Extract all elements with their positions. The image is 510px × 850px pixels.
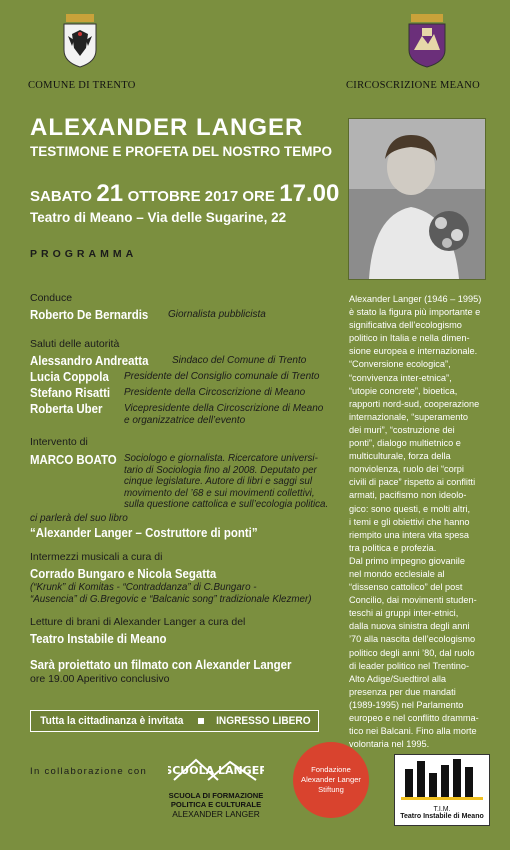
- comune-trento-crest: [60, 14, 100, 73]
- bio-line: ’70 alla nascita dell’ecologismo: [349, 634, 476, 645]
- bio-line: “convivenza inter-etnica”,: [349, 372, 452, 383]
- bio-line: gico: sono questi, e molti altri,: [349, 503, 471, 514]
- aperitivo-note: ore 19.00 Aperitivo conclusivo: [30, 673, 170, 685]
- bio-line: Dal primo impegno giovanile: [349, 555, 465, 566]
- scuola-langer-wordmark: SCUOLA LANGER: [168, 764, 264, 777]
- speaker-name: MARCO BOATO: [30, 452, 117, 467]
- bio-line: sione europea e internazionale.: [349, 346, 478, 357]
- letture-name: Teatro Instabile di Meano: [30, 631, 167, 646]
- scuola-line-3: ALEXANDER LANGER: [172, 809, 260, 819]
- bio-line: dalla nuova sinistra degli anni: [349, 621, 470, 632]
- letture-label: Letture di brani di Alexander Langer a cura del: [30, 616, 246, 628]
- person-name: Stefano Risatti: [30, 385, 111, 400]
- desc-line: tario di Sociologia fino al 2008. Deputato per: [124, 464, 317, 476]
- saluti-label: Saluti delle autorità: [30, 338, 120, 350]
- person-role: Presidente della Circoscrizione di Meano: [124, 387, 306, 398]
- bio-line: armati, pacifismo non ideolo-: [349, 490, 467, 501]
- saluti-person: [30, 400, 112, 418]
- bio-line: Alto Adige/Suedtirol alla: [349, 673, 447, 684]
- fondazione-line: Stiftung: [318, 785, 344, 794]
- bio-line: dei muri”, “costruzione dei: [349, 424, 455, 435]
- musicians-names: Corrado Bungaro e Nicola Segatta: [30, 566, 217, 581]
- speaker-description: [124, 453, 328, 511]
- conduce-role: Giornalista pubblicista: [168, 309, 266, 320]
- bio-line: civili di pace” rispetto ai conflitti: [349, 477, 476, 488]
- bio-line: teschi ai gruppi inter-etnici,: [349, 608, 459, 619]
- event-title: ALEXANDER LANGER: [30, 114, 304, 141]
- conduce-row: [30, 306, 164, 324]
- intervento-label: Intervento di: [30, 436, 88, 448]
- bio-line: europeo e nel conflitto dramma-: [349, 713, 479, 723]
- bio-line: tico nei Balcani. Fino alla morte: [349, 726, 477, 737]
- intervento-speaker: [30, 451, 128, 469]
- desc-line: cinque legislature. Autore di libri e saggi sul: [124, 476, 313, 487]
- scuola-line-2: POLITICA E CULTURALE: [170, 800, 262, 809]
- bio-line: internazionale, “superamento: [349, 411, 468, 422]
- alexander-langer-photo: [348, 118, 486, 280]
- date-month-year: OTTOBRE 2017 ORE: [127, 188, 275, 205]
- letture-row: [30, 630, 185, 648]
- person-role: Vicepresidente della Circoscrizione di Meano: [124, 403, 324, 414]
- bio-line: “utopie concrete”, bioetica,: [349, 385, 458, 396]
- langer-biography: [349, 293, 504, 751]
- event-subtitle: TESTIMONE E PROFETA DEL NOSTRO TEMPO: [30, 144, 333, 159]
- scuola-langer-logo: [168, 756, 264, 819]
- person-role-continued: e organizzatrice dell’evento: [124, 415, 246, 426]
- bio-line: “dissenso cattolico” del post: [349, 582, 463, 593]
- intermezzi-row: [30, 565, 242, 583]
- bio-line: significativa dell’ecologismo: [349, 320, 462, 331]
- fondazione-langer-logo: [293, 742, 369, 818]
- fondazione-line: Fondazione: [311, 765, 351, 774]
- bio-line: di leader politico nel Trentino-: [349, 660, 470, 671]
- comune-trento-label: COMUNE DI TRENTO: [28, 80, 136, 91]
- bio-line: multiculturale, forza della: [349, 451, 451, 462]
- event-venue: Teatro di Meano – Via delle Sugarine, 22: [30, 210, 287, 225]
- circoscrizione-meano-crest: [406, 14, 448, 73]
- bio-line: “Conversione ecologica”,: [349, 359, 451, 370]
- tim-logo: [394, 754, 490, 826]
- bio-line: volontaria nel 1995.: [349, 739, 430, 750]
- person-role: Sindaco del Comune di Trento: [172, 355, 307, 366]
- person-name: Lucia Coppola: [30, 369, 109, 384]
- bio-line: politico degli anni ’80, dal ruolo: [349, 647, 475, 658]
- film-announcement: Sarà proiettato un filmato con Alexander Langer: [30, 657, 292, 672]
- tim-short: T.I.M.: [433, 806, 451, 813]
- book-title: “Alexander Langer – Costruttore di ponti”: [30, 525, 258, 540]
- bio-line: Concilio, dai movimenti studen-: [349, 595, 477, 606]
- conduce-label: Conduce: [30, 292, 73, 304]
- square-bullet-icon: [198, 718, 204, 724]
- film-row: [30, 656, 327, 674]
- free-entry-banner: [30, 710, 319, 732]
- fondazione-line: Alexander Langer: [301, 775, 361, 784]
- programma-heading: PROGRAMMA: [30, 248, 138, 260]
- music-line: (“Krunk” di Komitas - “Contraddanza” di C.Bungaro -: [30, 582, 257, 593]
- musical-program: [30, 582, 312, 605]
- book-intro: ci parlerà del suo libro: [30, 513, 128, 524]
- circoscrizione-meano-label: CIRCOSCRIZIONE MEANO: [346, 80, 481, 91]
- date-time: 17.00: [279, 180, 340, 207]
- bio-line: tra politica e profezia.: [349, 542, 437, 553]
- bio-line: ponti”, dialogo multietnico e: [349, 438, 461, 449]
- person-name: Alessandro Andreatta: [30, 353, 149, 368]
- bio-line: politico in Italia e nella dimen-: [349, 333, 470, 344]
- desc-line: Sociologo e giornalista. Ricercatore universi-: [124, 453, 318, 464]
- collaboration-label: In collaborazione con: [30, 766, 148, 777]
- date-day: 21: [96, 180, 124, 207]
- bio-line: Alexander Langer (1946 – 1995): [349, 294, 482, 304]
- scuola-langer-logo-graphic: [168, 756, 264, 782]
- desc-line: movimento del ’68 e sui movimenti collettivi,: [124, 487, 315, 499]
- date-day-of-week: SABATO: [30, 188, 92, 205]
- bio-line: nel mondo ecclesiale al: [349, 568, 445, 579]
- bio-line: i temi e gli obiettivi che hanno: [349, 516, 470, 527]
- scuola-line-1: SCUOLA DI FORMAZIONE: [168, 791, 264, 800]
- bio-line: è stato la figura più importante e: [349, 307, 481, 318]
- person-role: Presidente del Consiglio comunale di Trento: [124, 371, 320, 382]
- book-title-row: [30, 524, 289, 542]
- bio-line: rapporti nord-sud, cooperazione: [349, 398, 480, 409]
- conduce-name: Roberto De Bernardis: [30, 307, 149, 322]
- bio-line: riempito una intera vita spesa: [349, 529, 470, 540]
- tim-name: Teatro Instabile di Meano: [400, 813, 484, 820]
- bio-line: presenza per due mandati: [349, 686, 456, 697]
- desc-line: sulla questione cattolica e sull’ecologia politica.: [124, 499, 329, 510]
- bio-line: nonviolenza, ruolo dei “corpi: [349, 464, 464, 475]
- banner-invite-text: Tutta la cittadinanza è invitata: [40, 715, 184, 727]
- tim-logo-graphic: [395, 755, 489, 801]
- music-line: “Ausencia” di G.Bregovic e “Balcanic song” tradizionale Klezmer): [30, 593, 312, 605]
- banner-free-entry-text: INGRESSO LIBERO: [216, 715, 311, 727]
- bio-line: (1989-1995) nel Parlamento: [349, 699, 464, 710]
- event-date-line: [30, 180, 339, 208]
- person-name: Roberta Uber: [30, 401, 103, 416]
- intermezzi-label: Intermezzi musicali a cura di: [30, 551, 163, 563]
